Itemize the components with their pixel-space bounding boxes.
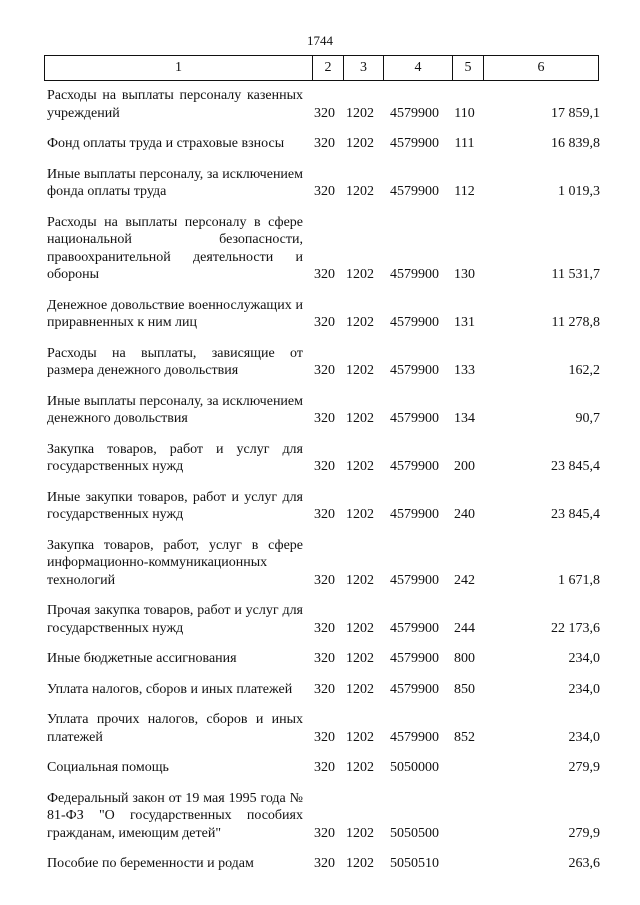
header-col-3: 3 — [344, 56, 384, 80]
row-col-5: 800 — [454, 651, 475, 666]
row-col-3: 1202 — [346, 729, 374, 745]
row-col-4: 4579900 — [390, 459, 439, 474]
row-amount: 1 019,3 — [558, 184, 600, 199]
row-col-5: 240 — [454, 507, 475, 522]
row-amount: 23 845,4 — [551, 459, 600, 474]
table-row — [47, 166, 602, 201]
row-col-4: 4579900 — [390, 363, 439, 378]
header-col-4: 4 — [384, 56, 453, 80]
row-col-3: 1202 — [346, 363, 374, 378]
row-description: Иные выплаты персоналу, за исключением денежного довольствия — [47, 393, 303, 426]
row-col-2: 320 — [314, 184, 335, 199]
row-amount: 263,6 — [568, 856, 600, 871]
row-amount: 11 278,8 — [551, 315, 600, 330]
row-col-4: 4579900 — [390, 315, 439, 330]
row-col-3: 1202 — [346, 184, 374, 199]
table-row — [47, 214, 602, 284]
header-col-6: 6 — [537, 60, 545, 75]
row-amount: 11 531,7 — [551, 267, 600, 282]
row-col-4: 4579900 — [390, 729, 439, 745]
row-col-5: 242 — [454, 572, 475, 588]
row-col-2: 320 — [314, 267, 335, 282]
row-amount: 234,0 — [568, 729, 600, 745]
row-col-5: 850 — [454, 681, 475, 697]
row-description: Закупка товаров, работ и услуг для государственных нужд — [47, 441, 303, 474]
row-col-4: 5050510 — [390, 856, 439, 871]
row-col-4: 4579900 — [390, 572, 439, 588]
row-col-5: 200 — [454, 459, 475, 474]
row-col-5: 110 — [454, 105, 475, 121]
header-col-5: 5 — [453, 56, 484, 80]
table-row — [47, 681, 602, 699]
row-col-2: 320 — [314, 315, 335, 330]
row-col-3: 1202 — [346, 620, 374, 636]
row-col-4: 4579900 — [390, 651, 439, 666]
header-col-1: 1 — [45, 56, 313, 80]
row-col-4: 4579900 — [390, 267, 439, 282]
row-col-5: 134 — [454, 411, 475, 426]
row-col-2: 320 — [314, 411, 335, 426]
table-row — [47, 790, 602, 843]
row-description: Расходы на выплаты, зависящие от размера денежного довольствия — [47, 345, 303, 378]
row-description: Иные выплаты персоналу, за исключением фонда оплаты труда — [47, 166, 303, 199]
row-description: Федеральный закон от 19 мая 1995 года № 81-ФЗ "О государственных пособиях гражданам, имеющим детей" — [47, 790, 303, 841]
row-amount: 90,7 — [575, 411, 600, 426]
row-col-2: 320 — [314, 856, 335, 871]
row-col-5: 130 — [454, 267, 475, 282]
row-col-3: 1202 — [346, 681, 374, 697]
table-row — [47, 650, 602, 668]
table-row — [47, 489, 602, 524]
table-row — [47, 135, 602, 153]
row-col-3: 1202 — [346, 825, 374, 841]
row-col-5: 244 — [454, 620, 475, 636]
row-col-2: 320 — [314, 760, 335, 775]
row-col-4: 4579900 — [390, 184, 439, 199]
row-amount: 1 671,8 — [558, 572, 600, 588]
row-description: Расходы на выплаты персоналу казенных учреждений — [47, 88, 303, 121]
row-col-4: 4579900 — [390, 620, 439, 636]
row-amount: 162,2 — [568, 363, 600, 378]
row-col-3: 1202 — [346, 459, 374, 474]
row-col-4: 4579900 — [390, 507, 439, 522]
row-description: Прочая закупка товаров, работ и услуг для государственных нужд — [47, 603, 303, 636]
row-col-2: 320 — [314, 681, 335, 697]
row-col-3: 1202 — [346, 267, 374, 282]
row-col-5: 111 — [454, 136, 475, 151]
table-header — [44, 55, 599, 81]
row-description: Иные бюджетные ассигнования — [47, 651, 237, 666]
row-col-3: 1202 — [346, 105, 374, 121]
row-description: Уплата налогов, сборов и иных платежей — [47, 681, 293, 697]
row-col-4: 4579900 — [390, 411, 439, 426]
row-amount: 234,0 — [568, 681, 600, 697]
row-col-5: 852 — [454, 729, 475, 745]
row-amount: 23 845,4 — [551, 507, 600, 522]
row-col-4: 5050500 — [390, 825, 439, 841]
table-row — [47, 602, 602, 637]
row-col-2: 320 — [314, 136, 335, 151]
row-col-5: 131 — [454, 315, 475, 330]
row-col-4: 4579900 — [390, 136, 439, 151]
row-col-2: 320 — [314, 572, 335, 588]
row-description: Денежное довольствие военнослужащих и приравненных к ним лиц — [47, 297, 303, 330]
row-col-3: 1202 — [346, 651, 374, 666]
table-row — [47, 441, 602, 476]
row-amount: 16 839,8 — [551, 136, 600, 151]
row-amount: 234,0 — [568, 651, 600, 666]
row-amount: 279,9 — [568, 760, 600, 775]
row-col-4: 4579900 — [390, 681, 439, 697]
table-row — [47, 711, 602, 746]
page-number: 1744 — [307, 33, 333, 48]
row-col-5: 133 — [454, 363, 475, 378]
row-col-3: 1202 — [346, 760, 374, 775]
table-body — [47, 87, 602, 886]
table-row — [47, 759, 602, 777]
row-col-3: 1202 — [346, 411, 374, 426]
row-col-2: 320 — [314, 459, 335, 474]
row-description: Социальная помощь — [47, 760, 169, 775]
table-row — [47, 855, 602, 873]
row-description: Закупка товаров, работ, услуг в сфере информационно-коммуникационных технологий — [47, 537, 303, 588]
row-description: Уплата прочих налогов, сборов и иных платежей — [47, 712, 303, 745]
header-col-2: 2 — [313, 56, 344, 80]
table-row — [47, 297, 602, 332]
row-col-2: 320 — [314, 651, 335, 666]
row-col-3: 1202 — [346, 856, 374, 871]
table-row — [47, 87, 602, 122]
row-col-2: 320 — [314, 825, 335, 841]
row-col-3: 1202 — [346, 507, 374, 522]
row-description: Расходы на выплаты персоналу в сфере национальной безопасности, правоохранительной деятельности и обороны — [47, 214, 303, 282]
table-row — [47, 345, 602, 380]
row-amount: 22 173,6 — [551, 620, 600, 636]
row-amount: 17 859,1 — [551, 105, 600, 121]
row-description: Фонд оплаты труда и страховые взносы — [47, 136, 285, 151]
row-description: Иные закупки товаров, работ и услуг для государственных нужд — [47, 489, 303, 522]
row-col-2: 320 — [314, 507, 335, 522]
row-col-2: 320 — [314, 105, 335, 121]
row-col-2: 320 — [314, 363, 335, 378]
row-col-4: 5050000 — [390, 760, 439, 775]
row-col-3: 1202 — [346, 136, 374, 151]
row-col-5: 112 — [454, 184, 475, 199]
row-col-4: 4579900 — [390, 105, 439, 121]
row-amount: 279,9 — [568, 825, 600, 841]
row-col-3: 1202 — [346, 572, 374, 588]
table-row — [47, 537, 602, 590]
row-col-3: 1202 — [346, 315, 374, 330]
table-row — [47, 393, 602, 428]
row-col-2: 320 — [314, 729, 335, 745]
row-col-2: 320 — [314, 620, 335, 636]
row-description: Пособие по беременности и родам — [47, 856, 254, 871]
